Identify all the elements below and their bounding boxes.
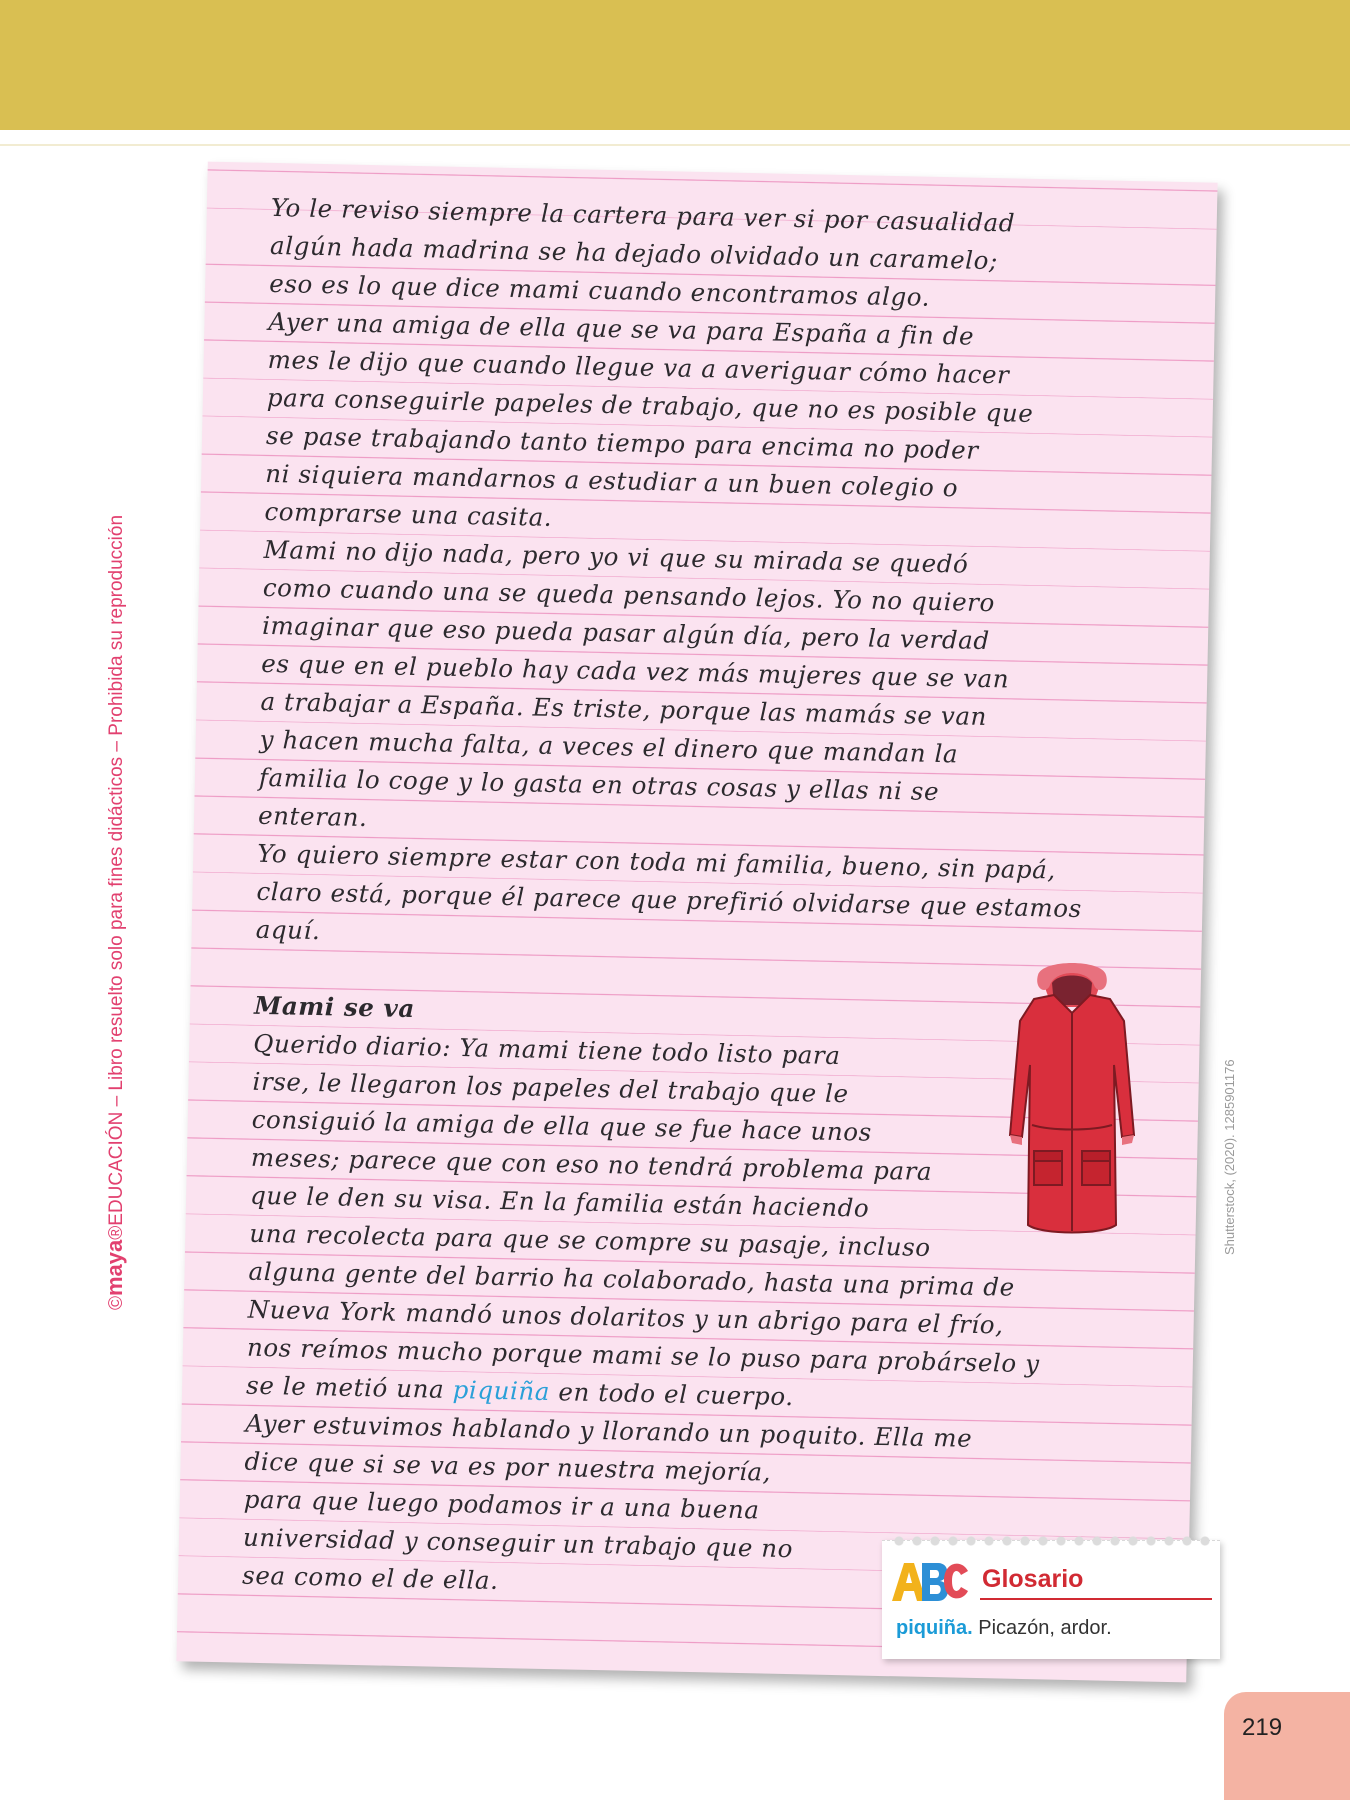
header-band (0, 0, 1350, 130)
diary-line: que le den su visa. En la familia están haciendo (249, 1180, 870, 1223)
diary-line: consiguió la amiga de ella que se fue hace unos (251, 1104, 873, 1147)
section-title: Mami se va (253, 990, 416, 1024)
copyright-text: EDUCACIÓN – Libro resuelto solo para fines didácticos – Prohibida su reproducción (106, 514, 127, 1226)
copyright-symbol: © (106, 1296, 127, 1310)
glossary-definition: Picazón, ardor. (972, 1617, 1112, 1639)
diary-line: Yo le reviso siempre la cartera para ver si por casualidad (270, 192, 1016, 238)
glossary-box (882, 1540, 1220, 1659)
diary-line: Querido diario: Ya mami tiene todo listo para (253, 1028, 841, 1071)
page-number-tab (1224, 1692, 1350, 1800)
glossary-title: Glosario (982, 1565, 1084, 1593)
copyright-notice (102, 515, 128, 1310)
glossed-line-before: se le metió una (245, 1370, 453, 1404)
diary-line: enteran. (257, 800, 368, 833)
diary-line: Yo quiero siempre estar con toda mi familia, bueno, sin papá, (257, 838, 1057, 885)
diary-line: meses; parece que con eso no tendrá problema para (250, 1142, 933, 1186)
page-number: 219 (1242, 1714, 1283, 1741)
diary-line: para conseguirle papeles de trabajo, que no es posible que (266, 382, 1034, 428)
diary-line: universidad y conseguir un trabajo que no (242, 1522, 794, 1564)
abc-icon (888, 1557, 972, 1605)
diary-line: algún hada madrina se ha dejado olvidado un caramelo; (269, 230, 999, 276)
registered-symbol: ® (106, 1225, 127, 1240)
diary-line: Nueva York mandó unos dolaritos y un abrigo para el frío, (247, 1294, 1004, 1340)
diary-line: como cuando una se queda pensando lejos. Yo no quiero (262, 572, 996, 618)
diary-line: para que luego podamos ir a una buena (243, 1484, 760, 1525)
glossary-underline (980, 1598, 1212, 1600)
diary-line: se pase trabajando tanto tiempo para encima no poder (265, 420, 979, 465)
diary-page (176, 162, 1217, 1683)
glossary-term: piquiña. (896, 1617, 973, 1639)
spiral-binding (890, 1535, 1216, 1547)
diary-line: eso es lo que dice mami cuando encontramos algo. (268, 268, 931, 312)
glossary-entry (896, 1617, 1112, 1640)
diary-line: Ayer estuvimos hablando y llorando un poquito. Ella me (245, 1408, 973, 1453)
diary-line: aquí. (255, 914, 321, 946)
diary-line: Mami no dijo nada, pero yo vi que su mirada se quedó (263, 534, 969, 579)
diary-line: irse, le llegaron los papeles del trabajo que le (252, 1066, 849, 1109)
photo-credit: Shutterstock, (2020). 1285901176 (1222, 1059, 1237, 1255)
diary-line: y hacen mucha falta, a veces el dinero que mandan la (259, 724, 959, 769)
diary-line: ni siquiera mandarnos a estudiar a un buen colegio o (264, 458, 959, 503)
diary-line: sea como el de ella. (241, 1560, 499, 1595)
diary-line: claro está, porque él parece que prefirió olvidarse que estamos (256, 876, 1083, 924)
diary-line: a trabajar a España. Es triste, porque las mamás se van (260, 686, 988, 732)
diary-line: Ayer una amiga de ella que se va para España a fin de (268, 306, 975, 351)
diary-line: nos reímos mucho porque mami se lo puso para probárselo y (246, 1332, 1040, 1379)
header-rule (0, 144, 1350, 146)
diary-line: alguna gente del barrio ha colaborado, hasta una prima de (248, 1256, 1016, 1302)
diary-line: mes le dijo que cuando llegue va a averiguar cómo hacer (267, 344, 1010, 390)
diary-entry-1 (255, 189, 1181, 968)
brand-logo-text: maya (102, 1239, 127, 1296)
diary-line: comprarse una casita. (264, 496, 553, 532)
diary-line: dice que si se va es por nuestra mejoría, (244, 1446, 772, 1487)
diary-text (242, 189, 1181, 1614)
red-coat-illustration (982, 955, 1162, 1255)
diary-line: es que en el pueblo hay cada vez más mujeres que se van (261, 648, 1010, 694)
diary-line: una recolecta para que se compre su pasaje, incluso (249, 1218, 932, 1262)
diary-line: familia lo coge y lo gasta en otras cosas y ellas ni se (258, 762, 940, 807)
glossed-line-after: en todo el cuerpo. (549, 1377, 794, 1412)
glossed-term[interactable]: piquiña (452, 1374, 551, 1407)
diary-line: imaginar que eso pueda pasar algún día, pero la verdad (261, 610, 990, 656)
